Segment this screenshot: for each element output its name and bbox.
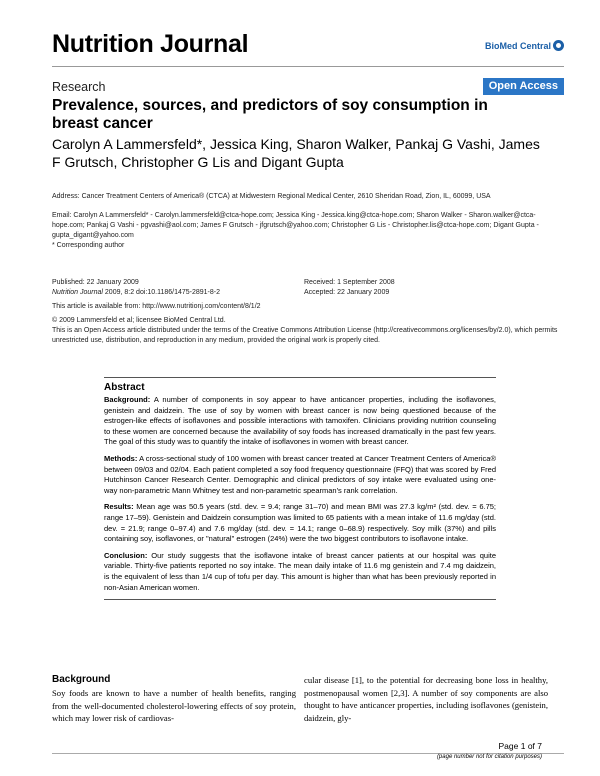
author-emails[interactable]: Email: Carolyn A Lammersfeld* - Carolyn.lammersfeld@ctca-hope.com; Jessica King - Jessica.king@ctca-hope.com; Sharon Walker - Sharon.walker@ctca-hope.com; Pankaj G Vashi - pgvashi@aol.com; James F Grutsch - jfgrutsch@yahoo.com; Christopher G Lis - Christopher.lis@ctca-hope.com; Digant Gupta - gupta_digant@yahoo.com (52, 212, 539, 239)
journal-title: Nutrition Journal (52, 30, 249, 58)
abstract-background (104, 395, 496, 448)
abstract-bottom-rule (104, 599, 496, 600)
license-text: This is an Open Access article distributed under the terms of the Creative Commons Attribution License (http://creativecommons.org/licenses/by/2.0), which permits unrestricted use, distribution, and reproduction in any medium, provided the original work is properly cited. (52, 327, 558, 344)
body-column-left (52, 674, 296, 725)
abstract-box (104, 377, 496, 600)
results-label: Results: (104, 502, 134, 512)
page-note: (page number not for citation purposes) (436, 754, 542, 760)
body-text-right: cular disease [1], to the potential for decreasing bone loss in healthy, postmenopausal women [2,3]. A number of soy components are also thought to have anticancer properties, including isoflavones (genistein, daidzein, gly- (304, 675, 548, 723)
abstract-conclusion (104, 551, 496, 593)
body-text-left: Soy foods are known to have a number of health benefits, ranging from the well-documented cholesterol-lowering effects of soy protein, which may lower risk of cardiovas- (52, 688, 296, 723)
publisher-name: BioMed Central (484, 40, 551, 51)
corresponding-note: * Corresponding author (52, 242, 125, 249)
abstract-results (104, 502, 496, 544)
background-label: Background: (104, 395, 151, 404)
abstract-methods (104, 454, 496, 496)
abstract-heading: Abstract (104, 382, 145, 393)
author-list: Carolyn A Lammersfeld*, Jessica King, Sharon Walker, Pankaj G Vashi, James F Grutsch, Christopher G Lis and Digant Gupta (52, 136, 540, 170)
article-title: Prevalence, sources, and predictors of soy consumption in breast cancer (52, 97, 488, 132)
published-date: Published: 22 January 2009 (52, 279, 139, 286)
page-number: Page 1 of 7 (498, 741, 542, 751)
copyright-line: © 2009 Lammersfeld et al; licensee BioMed Central Ltd. (52, 317, 226, 324)
background-text: A number of components in soy appear to have anticancer properties, including the isoflavones, genistein and daidzein. The use of soy by women with breast cancer is now being questioned because of the estrogen-like effects of isoflavones and possible interactions with tamoxifen. Clinicians providing nutrition counseling to these women are concerned because the availability of soy foods has increased dramatically in the past few years. The goal of this study was to quantify the intake of isoflavones in women with breast cancer. (104, 395, 496, 447)
article-type: Research (52, 80, 106, 94)
publisher-logo (485, 40, 564, 51)
accepted-date: Accepted: 22 January 2009 (304, 289, 390, 296)
results-text: Mean age was 50.5 years (std. dev. = 9.4; range 31–70) and mean BMI was 27.3 kg/m² (std. dev. = 6.75; range 17–59). Genistein and Daidzein consumption was limited to 65 patients with a mean intake of 11.6 mg/day (std. dev. = 21.9; range 0–97.4) and 7.6 mg/day (std. dev. = 14.1; range 0–68.9) respectively. Soy milk (37%) and pills containing soy, isoflavones, or "natural" estrogen (24%) were the two biggest contributors to isoflavone intake. (104, 502, 496, 544)
conclusion-label: Conclusion: (104, 550, 148, 560)
conclusion-text: Our study suggests that the isoflavone intake of breast cancer patients at our hospital was quite variable. Thirty-five patients reported no soy intake. The mean daily intake of 11.6 mg genistein and 7.4 mg daidzein, is the equivalent of less than 1/4 cup of tofu per day. This amount is higher than what has been previously reported in non-Asian American women. (104, 550, 496, 592)
body-column-right (304, 674, 548, 724)
citation-details: 2009, 8:2 doi:10.1186/1475-2891-8-2 (102, 289, 220, 296)
publication-info (52, 278, 292, 298)
background-heading: Background (52, 674, 111, 685)
citation (52, 288, 292, 298)
header-rule (52, 66, 564, 67)
citation-journal: Nutrition Journal (52, 289, 103, 296)
open-access-badge: Open Access (483, 78, 564, 95)
copyright-block (52, 316, 562, 346)
publisher-dot-icon (553, 40, 564, 51)
methods-label: Methods: (104, 453, 138, 463)
availability-link[interactable]: This article is available from: http://www.nutritionj.com/content/8/1/2 (52, 303, 261, 310)
review-dates (304, 278, 504, 298)
received-date: Received: 1 September 2008 (304, 279, 395, 286)
author-address: Address: Cancer Treatment Centers of America® (CTCA) at Midwestern Regional Medical Center, 2610 Sheridan Road, Zion, IL, 60099, USA (52, 193, 491, 200)
methods-text: A cross-sectional study of 100 women with breast cancer treated at Cancer Treatment Centers of America® between 09/03 and 02/04. Each patient completed a soy food frequency questionnaire (FFQ) that was scored by Fred Hutchinson Cancer Research Center. Demographic and clinical predictors of soy intake were evaluated using one-way non-parametric Mann Whitney test and non-parametric spearman's rank correlation. (104, 453, 496, 495)
